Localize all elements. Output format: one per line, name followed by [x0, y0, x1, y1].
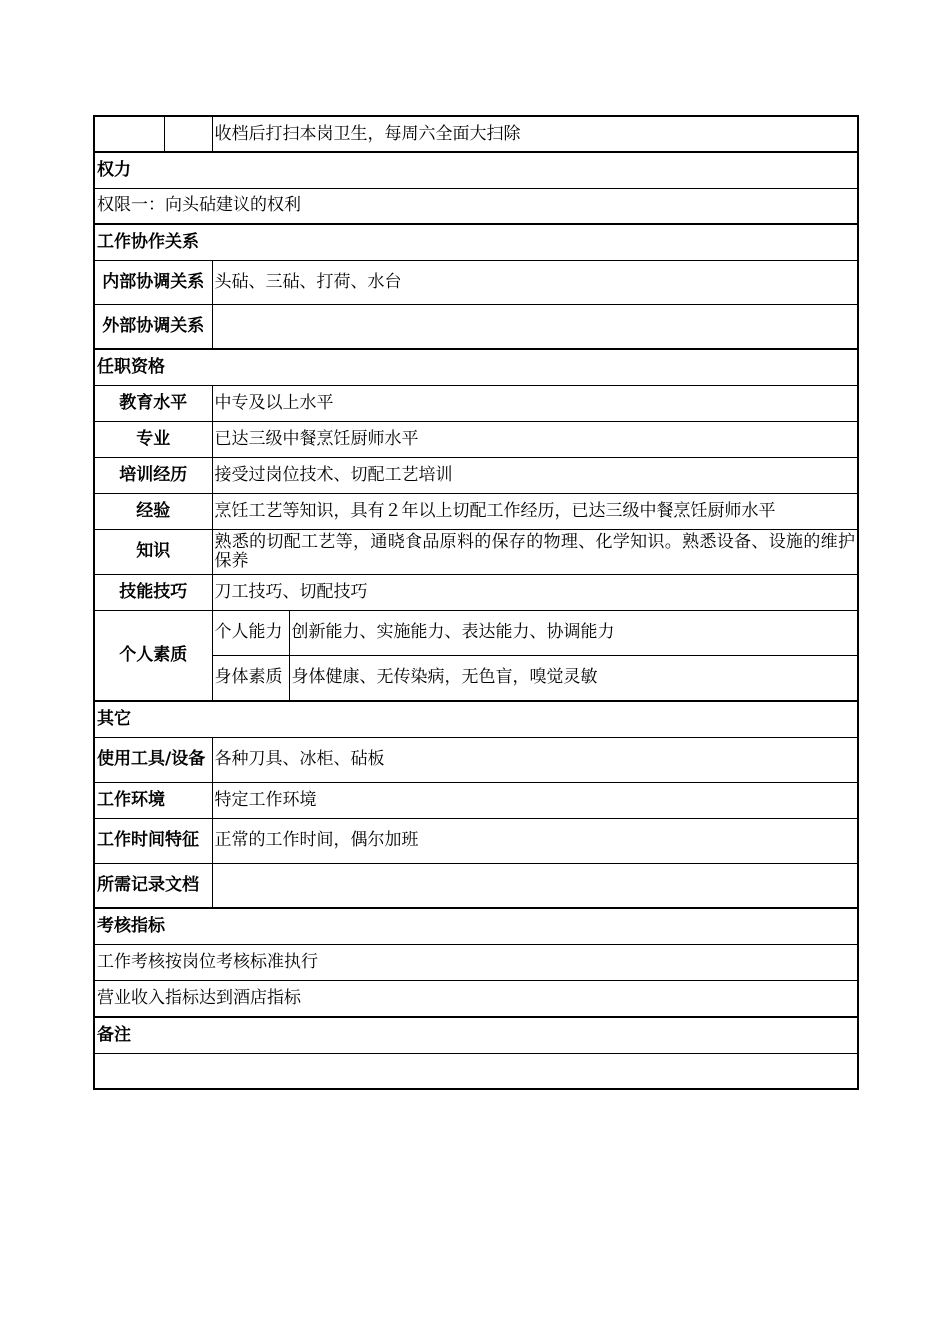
section-remarks-row — [94, 1017, 858, 1053]
skills-value: 刀工技巧、切配技巧 — [212, 574, 858, 610]
major-label: 专业 — [94, 421, 212, 457]
environment-row — [94, 782, 858, 818]
empty-cell — [164, 116, 212, 152]
empty-cell — [94, 116, 164, 152]
duty-text: 收档后打扫本岗卫生，每周六全面大扫除 — [212, 116, 858, 152]
worktime-row — [94, 818, 858, 863]
power-item: 权限一：向头砧建议的权利 — [94, 188, 858, 224]
knowledge-label: 知识 — [94, 529, 212, 574]
physical-quality-value: 身体健康、无传染病，无色盲，嗅觉灵敏 — [289, 655, 858, 701]
section-power-row — [94, 152, 858, 188]
records-row — [94, 863, 858, 908]
education-value: 中专及以上水平 — [212, 385, 858, 421]
personal-ability-label: 个人能力 — [212, 610, 289, 655]
external-coordination-value — [212, 304, 858, 349]
physical-quality-label: 身体素质 — [212, 655, 289, 701]
section-cooperation-row — [94, 224, 858, 260]
training-value: 接受过岗位技术、切配工艺培训 — [212, 457, 858, 493]
training-row — [94, 457, 858, 493]
internal-coordination-value: 头砧、三砧、打荷、水台 — [212, 260, 858, 304]
section-title-other: 其它 — [94, 701, 858, 737]
experience-label: 经验 — [94, 493, 212, 529]
training-label: 培训经历 — [94, 457, 212, 493]
personal-ability-row — [94, 610, 858, 655]
personal-ability-value: 创新能力、实施能力、表达能力、协调能力 — [289, 610, 858, 655]
major-value: 已达三级中餐烹饪厨师水平 — [212, 421, 858, 457]
knowledge-value: 熟悉的切配工艺等，通晓食品原料的保存的物理、化学知识。熟悉设备、设施的维护保养 — [212, 529, 858, 574]
external-coordination-row — [94, 304, 858, 349]
section-title-remarks: 备注 — [94, 1017, 858, 1053]
section-title-power: 权力 — [94, 152, 858, 188]
skills-row — [94, 574, 858, 610]
external-coordination-label: 外部协调关系 — [94, 304, 212, 349]
section-qualification-row — [94, 349, 858, 385]
records-value — [212, 863, 858, 908]
knowledge-row — [94, 529, 858, 574]
section-title-cooperation: 工作协作关系 — [94, 224, 858, 260]
duty-row-cleaning — [94, 116, 858, 152]
remarks-value — [94, 1053, 858, 1089]
major-row — [94, 421, 858, 457]
internal-coordination-label: 内部协调关系 — [94, 260, 212, 304]
power-item-row — [94, 188, 858, 224]
personal-quality-label: 个人素质 — [94, 610, 212, 701]
internal-coordination-row — [94, 260, 858, 304]
records-label: 所需记录文档 — [94, 863, 212, 908]
section-other-row — [94, 701, 858, 737]
tools-label: 使用工具/设备 — [94, 737, 212, 782]
worktime-label: 工作时间特征 — [94, 818, 212, 863]
education-label: 教育水平 — [94, 385, 212, 421]
remarks-row — [94, 1053, 858, 1089]
education-row — [94, 385, 858, 421]
environment-label: 工作环境 — [94, 782, 212, 818]
job-description-table — [93, 115, 859, 1090]
assessment-item: 工作考核按岗位考核标准执行 — [94, 944, 858, 980]
environment-value: 特定工作环境 — [212, 782, 858, 818]
tools-row — [94, 737, 858, 782]
skills-label: 技能技巧 — [94, 574, 212, 610]
section-assessment-row — [94, 908, 858, 944]
assessment-item: 营业收入指标达到酒店指标 — [94, 980, 858, 1017]
section-title-qualification: 任职资格 — [94, 349, 858, 385]
experience-row — [94, 493, 858, 529]
section-title-assessment: 考核指标 — [94, 908, 858, 944]
assessment-item-row — [94, 944, 858, 980]
experience-value: 烹饪工艺等知识，具有２年以上切配工作经历，已达三级中餐烹饪厨师水平 — [212, 493, 858, 529]
assessment-item-row — [94, 980, 858, 1017]
tools-value: 各种刀具、冰柜、砧板 — [212, 737, 858, 782]
worktime-value: 正常的工作时间，偶尔加班 — [212, 818, 858, 863]
